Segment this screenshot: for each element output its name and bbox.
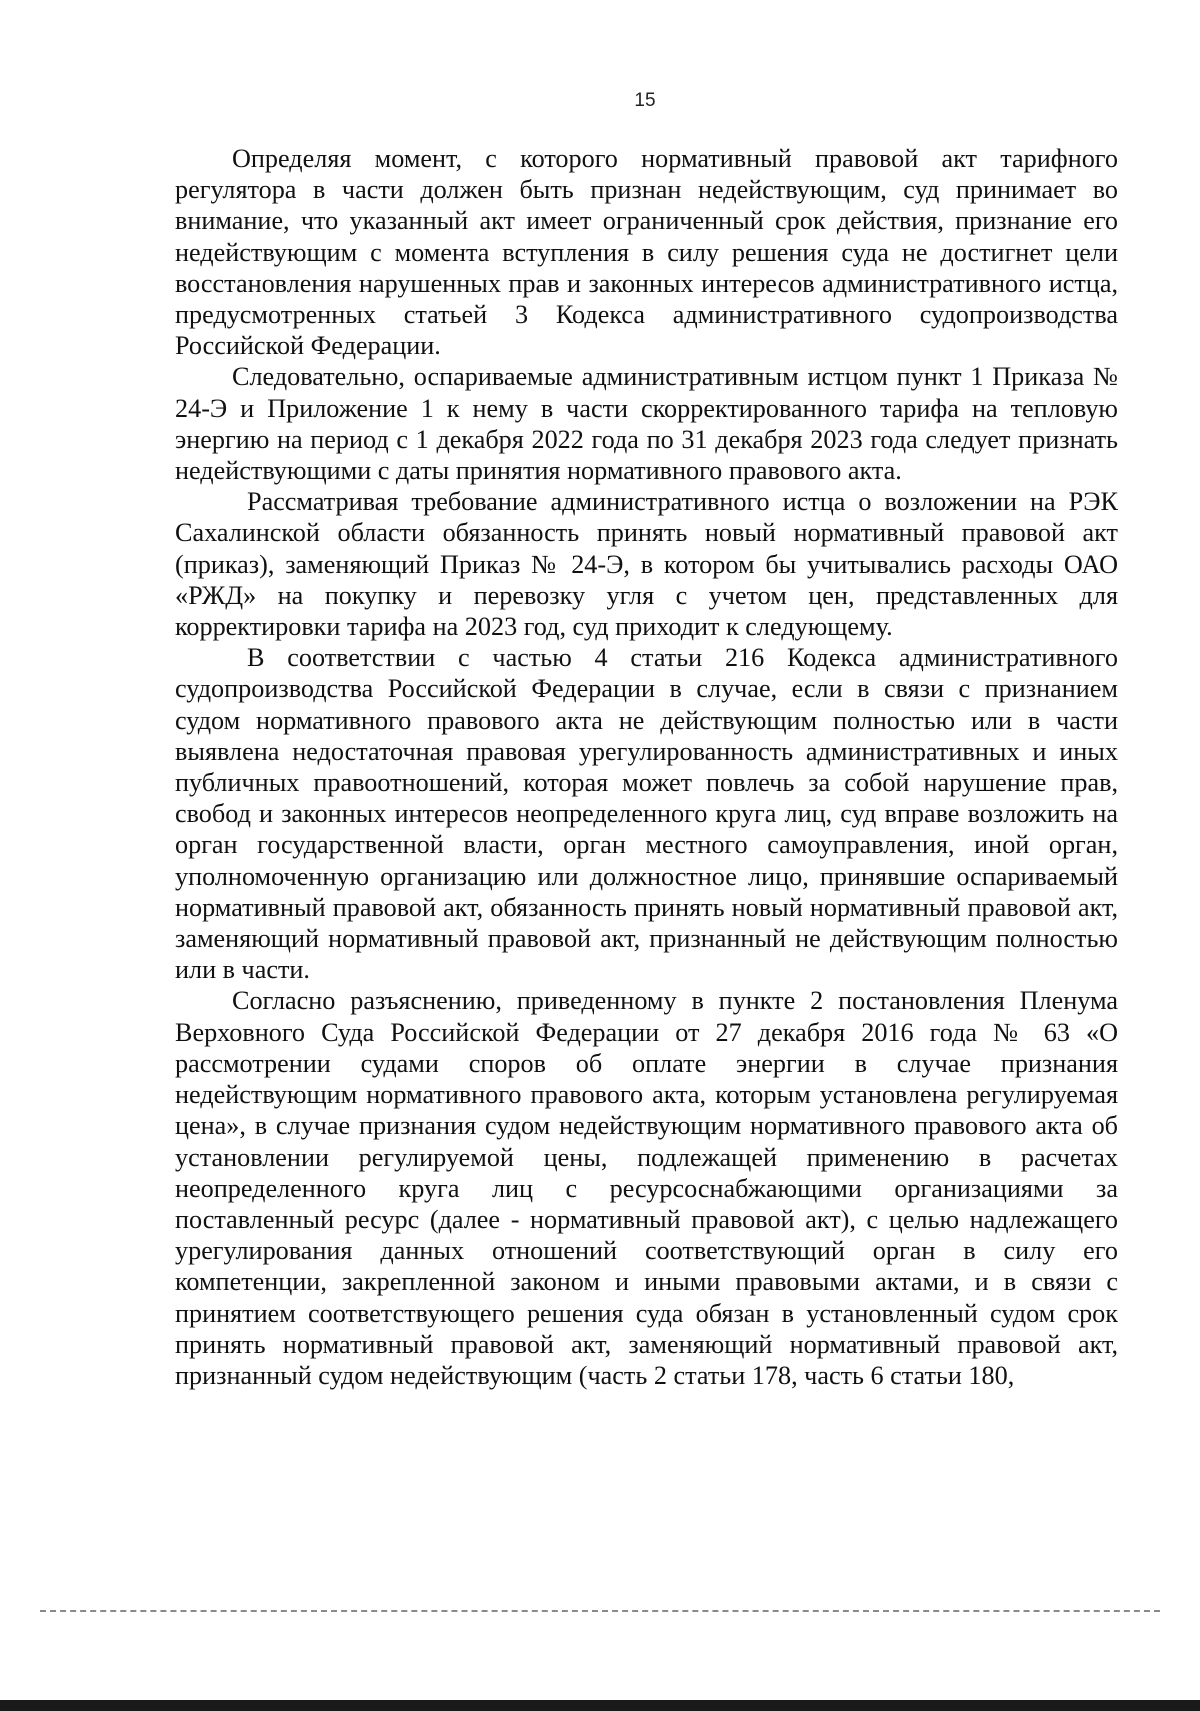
paragraph-plenum-clarification: Согласно разъяснению, приведенному в пункте 2 постановления Пленума Верховного Суда Российской Федерации от 27 декабря 2016 года № 63 «О рассмотрении судами споров об оплате энергии в случае признания недействующим нормативного правового акта, которым установлена регулируемая цена», в случае признания судом недействующим нормативного правового акта об установлении регулируемой цены, подлежащей применению в расчетах неопределенного круга лиц с ресурсоснабжающими организациями за поставленный ресурс (далее - нормативный правовой акт), с целью надлежащего урегулирования данных отношений соответствующий орган в силу его компетенции, закрепленной законом и иными правовыми актами, и в связи с принятием соответствующего решения суда обязан в установленный судом срок принять нормативный правовой акт, заменяющий нормативный правовой акт, признанный судом недействующим (часть 2 статьи 178, часть 6 статьи 180, [175,986,1118,1390]
page-number: 15 [634,90,656,111]
scan-artifact-line [40,1610,1160,1612]
document-body [175,143,1118,1391]
scan-bottom-edge [0,1700,1200,1711]
paragraph-article-216: В соответствии с частью 4 статьи 216 Кодекса административного судопроизводства Российской Федерации в случае, если в связи с признанием судом нормативного правового акта не действующим полностью или в части выявлена недостаточная правовая урегулированность административных и иных публичных правоотношений, которая может повлечь за собой нарушение прав, свобод и законных интересов неопределенного круга лиц, суд вправе возложить на орган государственной власти, орган местного самоуправления, иной орган, уполномоченную организацию или должностное лицо, принявшие оспариваемый нормативный правовой акт, обязанность принять новый нормативный правовой акт, заменяющий нормативный правовой акт, признанный не действующим полностью или в части. [175,643,1118,985]
paragraph-claim-review: Рассматривая требование административного истца о возложении на РЭК Сахалинской области обязанность принять новый нормативный правовой акт (приказ), заменяющий Приказ № 24-Э, в котором бы учитывались расходы ОАО «РЖД» на покупку и перевозку угля с учетом цен, представленных для корректировки тарифа на 2023 год, суд приходит к следующему. [175,487,1118,642]
paragraph-effective-date: Определяя момент, с которого нормативный правовой акт тарифного регулятора в части должен быть признан недействующим, суд принимает во внимание, что указанный акт имеет ограниченный срок действия, признание его недействующим с момента вступления в силу решения суда не достигнет цели восстановления нарушенных прав и законных интересов административного истца, предусмотренных статьей 3 Кодекса административного судопроизводства Российской Федерации. [175,144,1118,361]
paragraph-conclusion: Следовательно, оспариваемые административным истцом пункт 1 Приказа № 24-Э и Приложение 1 к нему в части скорректированного тарифа на тепловую энергию на период с 1 декабря 2022 года по 31 декабря 2023 года следует признать недействующими с даты принятия нормативного правового акта. [175,362,1118,486]
